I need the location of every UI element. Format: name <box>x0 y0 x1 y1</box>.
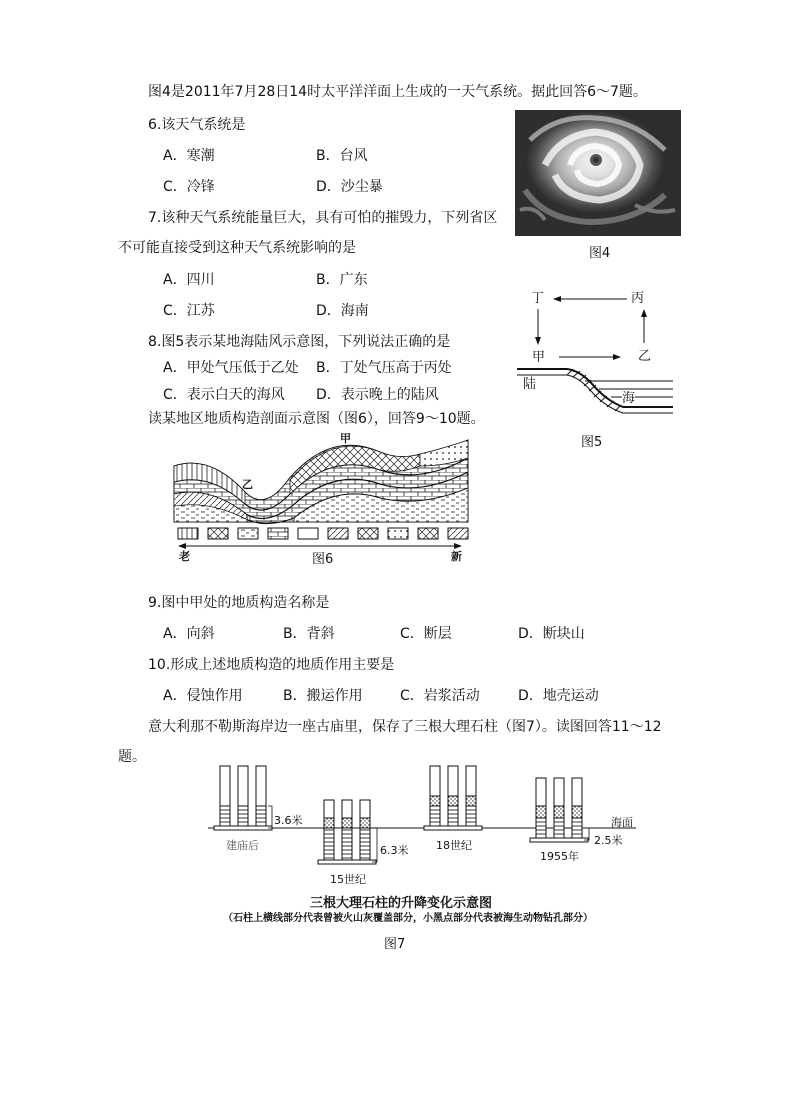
q8-stem: 8.图5表示某地海陆风示意图，下列说法正确的是 <box>148 334 451 350</box>
q10-option-a: A．侵蚀作用 <box>163 688 243 704</box>
q6-option-d: D．沙尘暴 <box>316 179 383 195</box>
fig7-caption: 图7 <box>384 937 406 952</box>
q6-stem: 6.该天气系统是 <box>148 117 246 133</box>
fig5-label-ding: 丁 <box>531 291 545 306</box>
fig7-label-1955: 1955年 <box>540 850 579 863</box>
q7-option-c: C．江苏 <box>163 303 215 319</box>
q9-option-a: A．向斜 <box>163 626 215 642</box>
fig7-height-built: 3.6米 <box>274 814 303 827</box>
fig5-label-land: 陆 <box>523 377 537 392</box>
q10-option-d: D．地壳运动 <box>518 688 599 704</box>
fig7-height-15c: 6.3米 <box>380 844 409 857</box>
q8-option-c: C．表示白天的海风 <box>163 387 285 403</box>
intro-11-12-line1: 意大利那不勒斯海岸边一座古庙里，保存了三根大理石柱（图7）。读图回答11～12 <box>148 719 662 735</box>
fig7-note: （石柱上横线部分代表曾被火山灰覆盖部分，小黑点部分代表被海生动物钻孔部分） <box>223 913 593 924</box>
q9-option-d: D．断块山 <box>518 626 585 642</box>
fig7-label-built: 建庙后 <box>226 839 259 852</box>
fig5-caption: 图5 <box>581 435 603 450</box>
intro-6-7: 图4是2011年7月28日14时太平洋洋面上生成的一天气系统。据此回答6～7题。 <box>148 84 647 100</box>
q6-option-c: C．冷锋 <box>163 179 215 195</box>
q6-option-b: B．台风 <box>316 148 368 164</box>
fig6-caption: 图6 <box>312 552 334 567</box>
q7-stem-line2: 不可能直接受到这种天气系统影响的是 <box>118 240 356 256</box>
intro-11-12-line2: 题。 <box>118 749 146 765</box>
q10-stem: 10.形成上述地质构造的地质作用主要是 <box>148 657 395 673</box>
fig5-label-bing: 丙 <box>631 291 645 306</box>
fig6-label-new: 新 <box>451 550 462 563</box>
fig5-label-jia: 甲 <box>532 350 546 365</box>
q7-option-b: B．广东 <box>316 272 368 288</box>
q9-option-b: B．背斜 <box>283 626 335 642</box>
fig7-sea-level-label: 海面 <box>611 816 633 829</box>
fig6-label-jia: 甲 <box>340 432 351 445</box>
q9-stem: 9.图中甲处的地质构造名称是 <box>148 595 330 611</box>
fig7-label-15c: 15世纪 <box>330 873 366 886</box>
q8-option-d: D．表示晚上的陆风 <box>316 387 439 403</box>
intro-9-10: 读某地区地质构造剖面示意图（图6），回答9～10题。 <box>148 411 485 427</box>
q10-option-b: B．搬运作用 <box>283 688 363 704</box>
q7-option-d: D．海南 <box>316 303 369 319</box>
q10-option-c: C．岩浆活动 <box>400 688 480 704</box>
q7-stem-line1: 7.该种天气系统能量巨大，具有可怕的摧毁力，下列省区 <box>148 210 498 226</box>
q8-option-a: A．甲处气压低于乙处 <box>163 360 299 376</box>
fig6-label-yi: 乙 <box>242 478 253 491</box>
fig7-marble-columns-diagram <box>200 760 640 890</box>
q8-option-b: B．丁处气压高于丙处 <box>316 360 452 376</box>
fig6-label-old: 老 <box>179 550 190 563</box>
fig7-label-18c: 18世纪 <box>436 839 472 852</box>
fig6-geologic-section <box>170 432 475 562</box>
fig4-caption: 图4 <box>589 246 611 261</box>
fig4-typhoon-image <box>515 110 681 236</box>
q6-option-a: A．寒潮 <box>163 148 215 164</box>
fig7-title: 三根大理石柱的升降变化示意图 <box>310 896 493 911</box>
fig5-label-sea: 海 <box>622 391 636 406</box>
q9-option-c: C．断层 <box>400 626 452 642</box>
q7-option-a: A．四川 <box>163 272 215 288</box>
fig7-height-1955: 2.5米 <box>594 834 623 847</box>
fig5-label-yi: 乙 <box>638 349 652 364</box>
